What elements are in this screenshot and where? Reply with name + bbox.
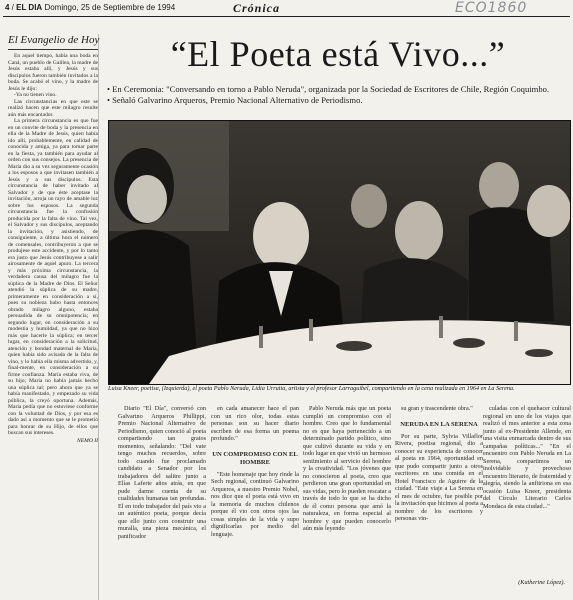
- article-column-5: [483, 405, 571, 510]
- gospel-title: El Evangelio de Hoy: [8, 34, 98, 50]
- article-column-4: [395, 405, 483, 523]
- gospel-text: [8, 53, 98, 437]
- gospel-paragraph: En aquel tiempo, había una boda en Caná, un pueblo de Galilea, la madre de Jesús estaba allí, y Jesús y sus discípulos fueron también invitados a la boda. Se acabó el vino, y la madre de Jesús le dijo:: [8, 53, 98, 92]
- subheading-compromiso: UN COMPROMISO CON EL HOMBRE: [212, 450, 298, 466]
- paper-name: EL DIA: [16, 3, 43, 12]
- article-body: [108, 395, 569, 600]
- article-headline: “El Poeta está Vivo...”: [170, 34, 506, 74]
- archive-stamp: ECO1860: [455, 0, 528, 16]
- article-column-2: [211, 405, 299, 538]
- page-folio: 4 / EL DIA Domingo, 25 de Septiembre de 1994: [5, 3, 176, 12]
- dinner-photo-image: [109, 121, 570, 384]
- page-header: [3, 2, 570, 17]
- article-paragraph: su gran y trascendente obra.": [401, 405, 473, 412]
- article-column-1: [118, 405, 206, 540]
- subheading-neruda-serena: NERUDA EN LA SERENA: [400, 420, 478, 428]
- section-name: Crónica: [233, 1, 281, 15]
- article-paragraph: "Este homenaje que hoy rinde la Sech regional, continuó Galvarino Arqueros, a nuestro Premio Nobel, nos dice que el poeta está vivo en la memoria de muchos chilenos porque él vio con otros ojos las cosas simples de la vida y supo dignificarlas por medio del lenguaje.: [211, 470, 299, 538]
- photo-caption: Luisa Kneer, poetisa, (Izquierda), el poeta Pablo Neruda, Lidia Urrutia, artista y el profesor Larraguibel, compartiendo en la cena realizada en 1964 en La Serena.: [108, 385, 515, 392]
- article-paragraph: en cada amanecer hace el pan con un rico olor, todas estas personas son su hacer diario escriben de esa forma un poema profundo.": [211, 405, 299, 442]
- gospel-paragraph: -Ya no tienen vino.: [14, 92, 57, 98]
- gospel-paragraph: Las circunstancias en que este se realizó hacen que este milagro resulte aún más encantador.: [8, 98, 98, 118]
- author-credit: (Katherine López).: [518, 579, 565, 586]
- article-deck: [107, 84, 567, 105]
- gospel-signature: NEMO II: [77, 437, 98, 444]
- gospel-paragraph: La primera circunstancia es que fue en un convite de boda y la presencia en ella de la Madre de Jesús, quien había ido allí, probablemente, en calidad de conocida y amiga, ya para tomar parte en la fiesta, ya también para ayudar al orden con sus consejos. La presencia de María dio a su vez seguramente ocasión a los esposos a que invitasen también a Jesús y a sus discípulos. Esta circunstancia de haber invitado al Salvador y de que éste aceptase la invitación, arroja un rayo de amable luz sobre los esposos. La segunda circunstancia fue la confusión producida por la falta de vino. Tal vez, el Salvador y sus discípulos, aceptando la invitación, y asistiendo, de consiguiente, a última hora el número de comensales, contribuyeron a que se produjese este accidente, y por lo tanto era justo que Jesús contribuyese a salir airosamente de aquel apuro. La tercera y más próxima circunstancia, la verdadera causa del milagro fue la súplica de la Madre de Dios. El Señor atendió la súplica de su madre, primeramente en consideración a sí, pues su nobleza hubo hasta entonces obrado milagro alguno, estaba persuadida de su omnipotencia; en segundo lugar, en consideración a su modestia y humildad, ya que no hizo más que hacerle la súplica; en tercer lugar, en consideración a la solicitud, atención y bondad maternal de María, quien había sido avisada de la falta de vino, y lo había ella misma advertido, y, final-mente, en consideración a su firme confianza. María estaba viva, de su hijo; María no había jamás hecho una súplica tal; pero ahora que ya se había manifestado, y empezado su vida pública, la creyó oportuna. Además, María pedía que no estuviese conforme con la voluntad de Dios, y por esa es dado así a momento que se le prometió para honrar de su Hijo, de ellos que buscan sus intereses.: [8, 118, 98, 436]
- article-column-3: [303, 405, 391, 533]
- gospel-column: [8, 34, 99, 600]
- deck-line: • En Ceremonia: "Conversando en torno a Pablo Neruda", organizada por la Sociedad de Escritores de Chile, Región Coquimbo.: [107, 84, 550, 94]
- article-paragraph: Diario "El Día", conversó con Galvarino Arqueros Phillippi, Premio Nacional Alternativo de Periodismo, quien conoció al poeta compartiendo tan gratos momentos, señalando: "Del vate tengo muchos recuerdos, sobre todo cuando fue proclamado candidato a Senador por los trabajadores del salitre junto a Elías Laferte años atrás, en que pude darme cuenta de su cualidades humanas tan profundas. El en todo trabajador del país vio a un auténtico poeta, porque decía que ello junto con construir una muralla, una pieza mecánica, el panificador: [118, 405, 206, 540]
- deck-line: • Señaló Galvarino Arqueros, Premio Nacional Alternativo de Periodismo.: [107, 94, 363, 105]
- article-paragraph: Por su parte, Sylvia Villaflor Rivera, poetisa regional, dio a conocer su experiencia de conocer al poeta en 1964, oportunidad en que pudo compartir junto a otros escritores en una comida en el Hotel Francisco de Aguirre de la ciudad. "Este viaje a La Serena en el mes de octubre, fue posible por la invitación que hicimos al poeta a nombre de los escritores y personas vin-: [395, 432, 483, 522]
- dinner-photo: [108, 120, 571, 385]
- article-paragraph: Pablo Neruda más que un poeta cumplió un compromiso con el hombre. Creo que lo fundamental no es que haya pertenecido a un determinado partido político, sino que cultivó durante su vida y en todo lugar en que vivió un hermoso sentimiento al servicio del hombre y la creatividad. "Los jóvenes que no conocieron al poeta, creo que perdieron una gran oportunidad en sus vidas, pero lo pueden rescatar a través de todo lo que se ha dicho de él como persona que amó la naturaleza, en forma especial al hombre y que pueden conocerlo aún más leyendo: [303, 405, 391, 532]
- issue-date: Domingo, 25 de Septiembre de 1994: [44, 3, 176, 12]
- article-paragraph: culadas con el quehacer cultural regional en uno de los viajes que realizó el mes anterior a esta zona junto al ex-Presidente Allende, en una visita enmarcada dentro de sus campañas políticas..." "En el encuentro con Pablo Neruda en La Serena, compartimos un inolvidable y provechoso encuentro literario, de fraternidad y alegría, siendo la anfitriona en esa ocasión Luisa Kneer, presidenta del Círculo Literario Carlos Mondaca de esta ciudad...": [483, 405, 571, 510]
- page-number: 4: [5, 3, 10, 12]
